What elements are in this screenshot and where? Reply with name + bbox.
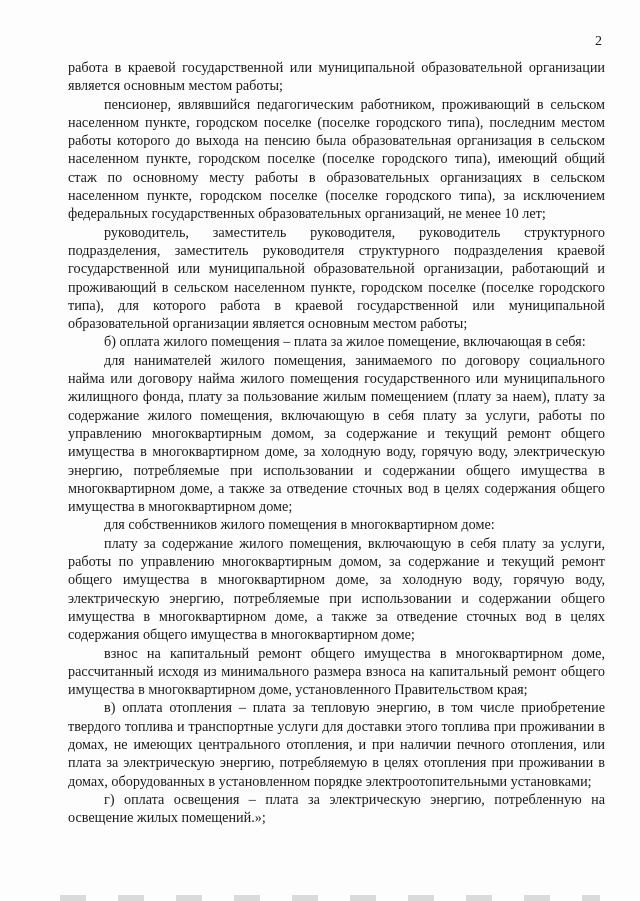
document-body	[68, 59, 605, 827]
paragraph: взнос на капитальный ремонт общего имущества в многоквартирном доме, рассчитанный исходя из минимального размера взноса на капитальный ремонт общего имущества в многоквартирном доме, установленного Правительством края;	[68, 645, 605, 699]
paragraph: плату за содержание жилого помещения, включающую в себя плату за услуги, работы по управлению многоквартирным домом, за содержание и текущий ремонт общего имущества в многоквартирном доме, за холодную воду, горячую воду, электрическую энергию, потребляемые при использовании и содержании общего имущества в многоквартирном доме, а также за отведение сточных вод в целях содержания общего имущества в многоквартирном доме;	[68, 535, 605, 644]
paragraph: в) оплата отопления – плата за тепловую энергию, в том числе приобретение твердого топлива и транспортные услуги для доставки этого топлива при проживании в домах, не имеющих центрального отопления, и при наличии печного отопления, или плата за электрическую энергию, потребляемую в целях отопления при проживании в домах, оборудованных в установленном порядке электроотопительными установками;	[68, 700, 605, 790]
paragraph: для нанимателей жилого помещения, занимаемого по договору социального найма или договору найма жилого помещения государственного или муниципального жилищного фонда, плату за пользование жилым помещением (плату за наем), плату за содержание жилого помещения, включающую в себя плату за услуги, работы по управлению многоквартирным домом, за содержание и текущий ремонт общего имущества в многоквартирном доме, за холодную воду, горячую воду, электрическую энергию, потребляемые при использовании и содержании общего имущества в многоквартирном доме, а также за отведение сточных вод в целях содержания общего имущества в многоквартирном доме;	[68, 352, 605, 516]
paragraph: руководитель, заместитель руководителя, руководитель структурного подразделения, заместитель руководителя структурного подразделения краевой государственной или муниципальной образовательной организации, работающий и проживающий в сельском населенном пункте, городском поселке (поселке городского типа), для которого работа в краевой государственной или муниципальной образовательной организации является основным местом работы;	[68, 224, 605, 333]
paragraph: для собственников жилого помещения в многоквартирном доме:	[104, 517, 495, 534]
scan-edge-artifact	[60, 895, 600, 901]
page-number: 2	[595, 34, 602, 49]
paragraph: работа в краевой государственной или муниципальной образовательной организации является основным местом работы;	[68, 60, 605, 95]
paragraph: б) оплата жилого помещения – плата за жилое помещение, включающая в себя:	[104, 334, 586, 351]
paragraph: г) оплата освещения – плата за электрическую энергию, потребленную на освещение жилых помещений.»;	[68, 791, 605, 827]
paragraph: пенсионер, являвшийся педагогическим работником, проживающий в сельском населенном пункте, городском поселке (поселке городского типа), последним местом работы которого до выхода на пенсию была образовательная организация в сельском населенном пункте, городском поселке (поселке городского типа), имеющий общий стаж по основному месту работы в образовательных организациях в сельском населенном пункте, городском поселке (поселке городского типа), за исключением федеральных государственных образовательных организаций, не менее 10 лет;	[68, 96, 605, 223]
